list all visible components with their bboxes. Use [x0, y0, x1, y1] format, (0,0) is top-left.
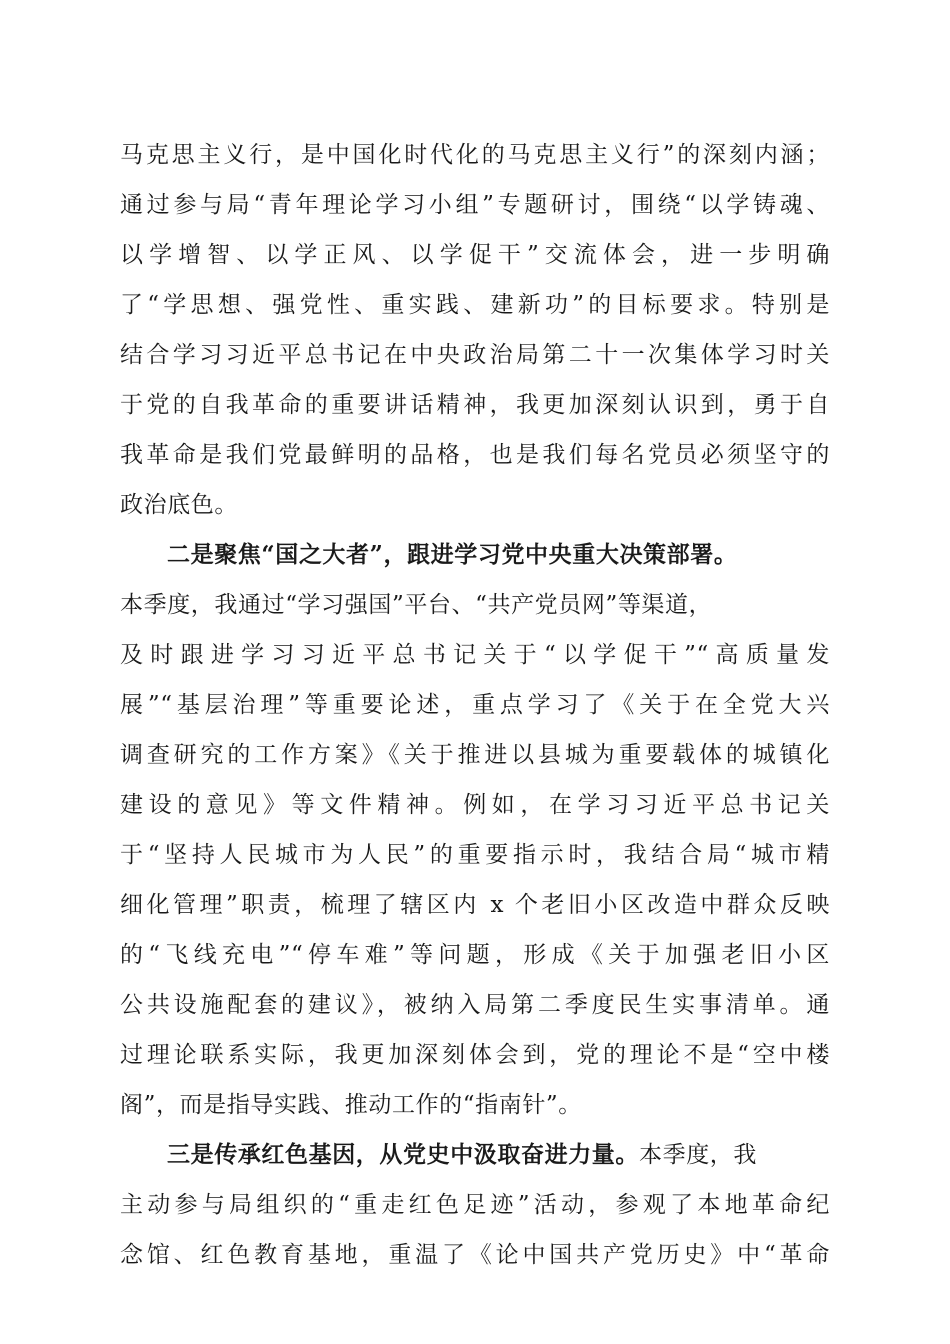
paragraph-2-heading: 二是聚焦“国之大者”，跟进学习党中央重大决策部署。 [167, 541, 738, 568]
paragraph-3-heading-tail: 本季度，我 [639, 1142, 757, 1168]
paragraph-3-heading: 三是传承红色基因，从党史中汲取奋进力量。 [167, 1141, 639, 1168]
paragraph-2-line-6: 于“坚持人民城市为人民”的重要指示时，我结合局“城市精 [120, 842, 830, 868]
paragraph-2-line-2: 及时跟进学习习近平总书记关于“以学促干”“高质量发 [120, 642, 830, 668]
paragraph-2-line-9: 公共设施配套的建议》，被纳入局第二季度民生实事清单。通 [120, 992, 830, 1018]
paragraph-1-line-7: 我革命是我们党最鲜明的品格，也是我们每名党员必须坚守的 [120, 442, 830, 468]
paragraph-2-line-8: 的“飞线充电”“停车难”等问题，形成《关于加强老旧小区 [120, 942, 830, 968]
paragraph-2-line-10: 过理论联系实际，我更加深刻体会到，党的理论不是“空中楼 [120, 1042, 830, 1068]
paragraph-2-line-5: 建设的意见》等文件精神。例如，在学习习近平总书记关 [120, 792, 830, 818]
paragraph-1-line-8: 政治底色。 [120, 492, 238, 518]
document-body [120, 130, 830, 1280]
paragraph-2-line-1: 本季度，我通过“学习强国”平台、“共产党员网”等渠道， [120, 592, 713, 618]
paragraph-3-line-1: 主动参与局组织的“重走红色足迹”活动，参观了本地革命纪 [120, 1192, 830, 1218]
paragraph-1-line-2: 通过参与局“青年理论学习小组”专题研讨，围绕“以学铸魂、 [120, 192, 830, 218]
paragraph-2-line-3: 展”“基层治理”等重要论述，重点学习了《关于在全党大兴 [120, 692, 830, 718]
paragraph-1-line-3: 以学增智、以学正风、以学促干”交流体会，进一步明确 [120, 242, 830, 268]
paragraph-1-line-5: 结合学习习近平总书记在中央政治局第二十一次集体学习时关 [120, 342, 830, 368]
paragraph-1-line-1: 马克思主义行，是中国化时代化的马克思主义行”的深刻内涵； [120, 142, 830, 168]
paragraph-1-line-4: 了“学思想、强党性、重实践、建新功”的目标要求。特别是 [120, 292, 830, 318]
paragraph-2-line-7: 细化管理”职责，梳理了辖区内 x 个老旧小区改造中群众反映 [120, 892, 830, 918]
paragraph-3-first-line [120, 1130, 830, 1180]
paragraph-2-line-4: 调查研究的工作方案》《关于推进以县城为重要载体的城镇化 [120, 742, 830, 768]
paragraph-1-line-6: 于党的自我革命的重要讲话精神，我更加深刻认识到，勇于自 [120, 392, 830, 418]
paragraph-3-line-2: 念馆、红色教育基地，重温了《论中国共产党历史》中“革命 [120, 1242, 830, 1268]
paragraph-2-line-11: 阁”，而是指导实践、推动工作的“指南针”。 [120, 1092, 582, 1118]
